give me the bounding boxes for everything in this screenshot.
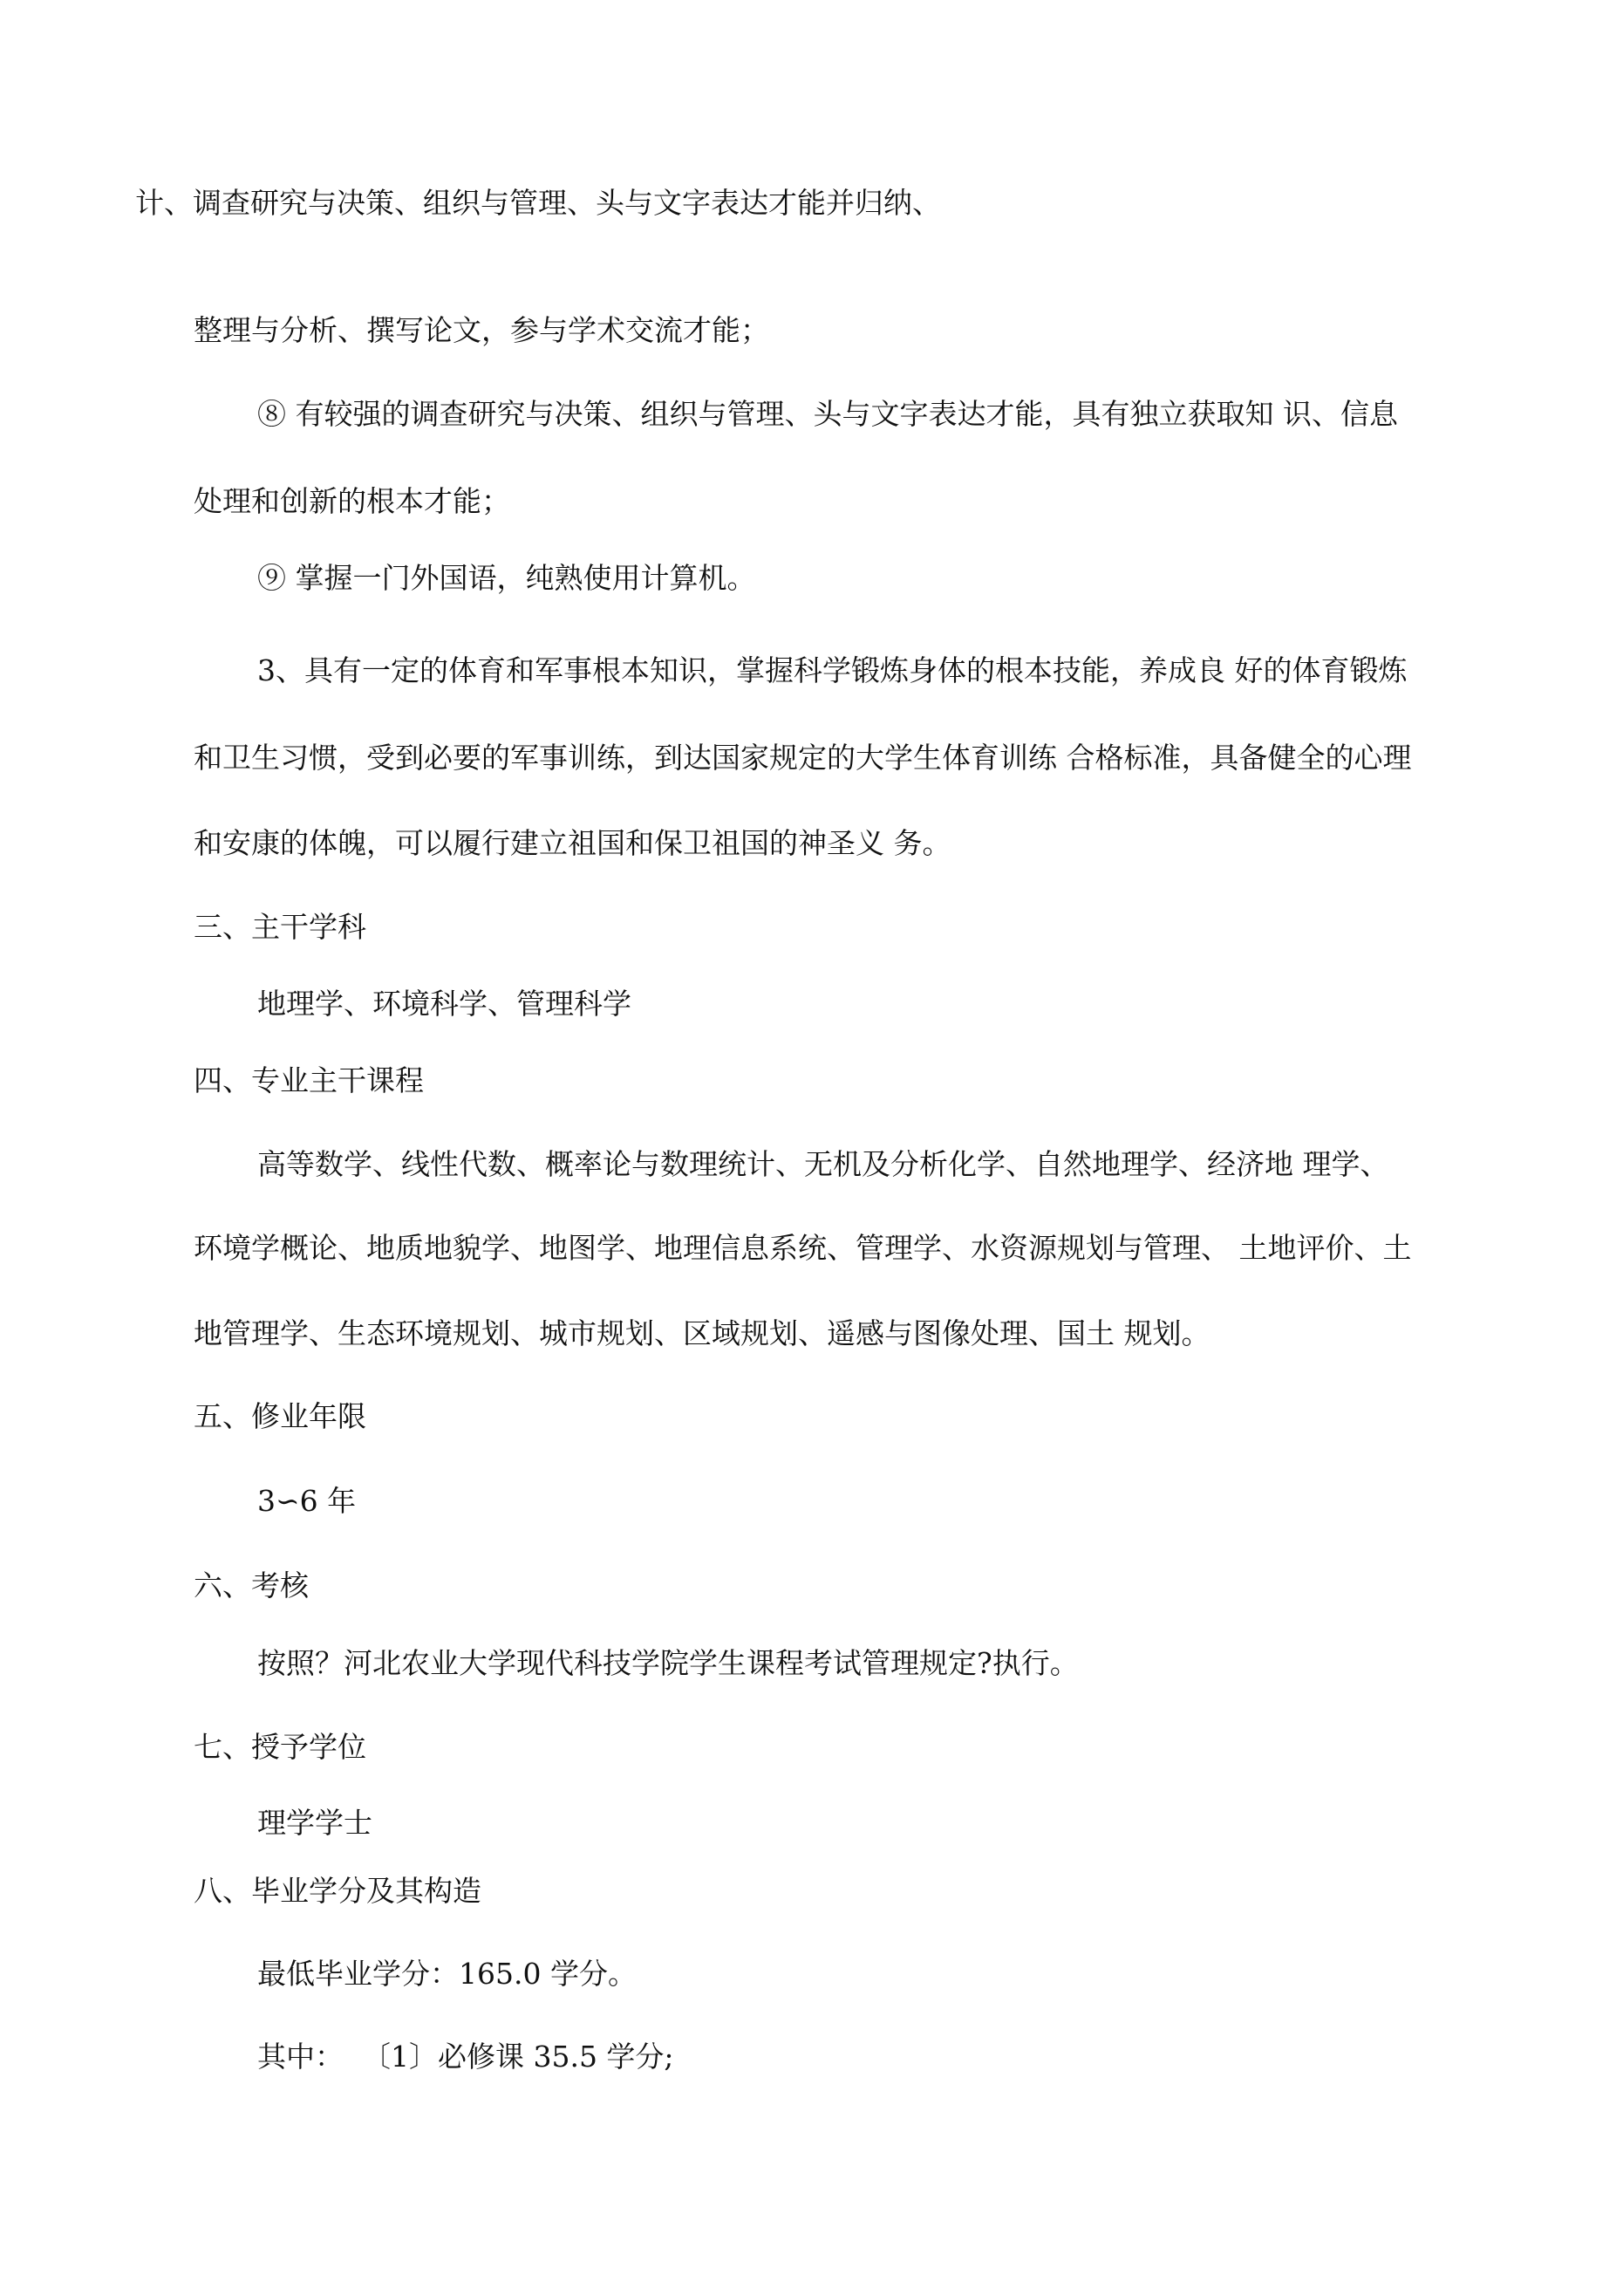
paragraph-line: 计、调查研究与决策、组织与管理、头与文字表达才能并归纳、: [135, 186, 941, 220]
section-body-6: 按照？河北农业大学现代科技学院学生课程考试管理规定?执行。: [257, 1646, 1079, 1680]
paragraph-line: ⑨ 掌握一门外国语，纯熟使用计算机。: [257, 561, 756, 595]
section-heading-3: 三、主干学科: [194, 910, 366, 944]
section-body-8: 最低毕业学分：165.0 学分。: [257, 1957, 637, 1991]
paragraph-line: 处理和创新的根本才能；: [194, 484, 510, 518]
paragraph-line: 和安康的体魄，可以履行建立祖国和保卫祖国的神圣义 务。: [194, 826, 951, 860]
paragraph-line: 3、具有一定的体育和军事根本知识，掌握科学锻炼身体的根本技能，养成良 好的体育锻炼: [257, 653, 1408, 687]
section-body-4-line: 高等数学、线性代数、概率论与数理统计、无机及分析化学、自然地理学、经济地 理学、: [257, 1147, 1389, 1181]
paragraph-line: 和卫生习惯，受到必要的军事训练，到达国家规定的大学生体育训练 合格标准，具备健全的心理: [194, 741, 1412, 775]
paragraph-line: 整理与分析、撰写论文，参与学术交流才能；: [194, 313, 769, 347]
section-heading-5: 五、修业年限: [194, 1399, 366, 1433]
section-body-7: 理学学士: [257, 1806, 372, 1840]
section-heading-8: 八、毕业学分及其构造: [194, 1874, 481, 1908]
section-body-5: 3∽6 年: [257, 1484, 357, 1518]
section-heading-6: 六、考核: [194, 1568, 309, 1602]
section-heading-7: 七、授予学位: [194, 1730, 366, 1764]
section-body-4-line: 地管理学、生态环境规划、城市规划、区域规划、遥感与图像处理、国土 规划。: [194, 1316, 1210, 1350]
section-heading-4: 四、专业主干课程: [194, 1063, 424, 1097]
section-body-3: 地理学、环境科学、管理科学: [257, 987, 631, 1021]
section-body-8: 其中： 〔1〕必修课 35.5 学分;: [257, 2040, 674, 2074]
section-body-4-line: 环境学概论、地质地貌学、地图学、地理信息系统、管理学、水资源规划与管理、 土地评价、土: [194, 1231, 1412, 1265]
paragraph-line: ⑧ 有较强的调查研究与决策、组织与管理、头与文字表达才能，具有独立获取知 识、信息: [257, 397, 1398, 431]
